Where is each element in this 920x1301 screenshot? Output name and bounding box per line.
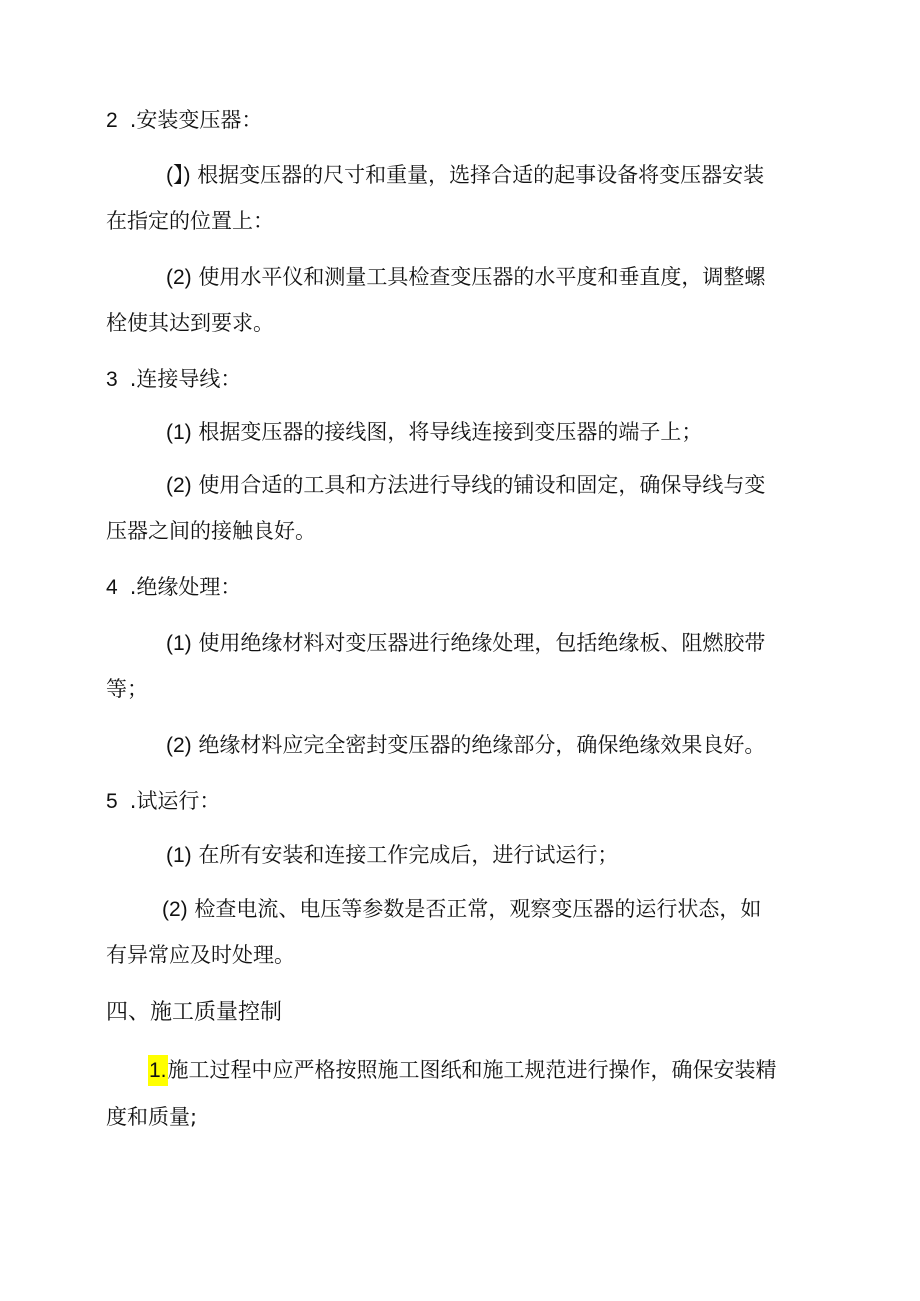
substep-number: (2)	[166, 474, 192, 497]
substep-continuation: 栓使其达到要求。	[106, 311, 274, 335]
substep-line	[166, 840, 618, 871]
step-heading	[106, 572, 241, 603]
substep-text: 使用绝缘材料对变压器进行绝缘处理，包括绝缘板、阻燃胶带	[198, 631, 766, 655]
substep-text: 根据变压器的接线图，将导线连接到变压器的端子上；	[198, 420, 703, 444]
substep-line	[166, 628, 765, 659]
step-number: 5	[106, 790, 118, 813]
step-title: .试运行：	[129, 789, 221, 813]
step-heading	[106, 364, 241, 395]
substep-line	[162, 894, 761, 925]
quality-item-continuation: 度和质量;	[106, 1105, 198, 1129]
substep-text: 根据变压器的尺寸和重量，选择合适的起事设备将变压器安装	[197, 163, 765, 187]
step-heading	[106, 786, 220, 817]
substep-continuation: 有异常应及时处理。	[106, 943, 295, 967]
substep-line	[166, 470, 765, 501]
substep-text: 在所有安装和连接工作完成后，进行试运行；	[198, 843, 619, 867]
substep-number: (】)	[166, 164, 191, 187]
substep-number: (1)	[166, 844, 192, 867]
step-title: .绝缘处理：	[129, 575, 242, 599]
substep-number: (2)	[166, 266, 192, 289]
step-title: .安装变压器：	[129, 108, 263, 132]
substep-text: 使用水平仪和测量工具检查变压器的水平度和垂直度，调整螺	[198, 265, 766, 289]
substep-text: 绝缘材料应完全密封变压器的绝缘部分，确保绝缘效果良好。	[198, 733, 766, 757]
substep-line	[166, 417, 702, 448]
step-number: 3	[106, 368, 118, 391]
step-title: .连接导线：	[129, 367, 242, 391]
substep-line	[166, 262, 765, 293]
substep-number: (1)	[166, 421, 192, 444]
substep-number: (2)	[162, 898, 188, 921]
step-number: 4	[106, 576, 118, 599]
substep-continuation: 在指定的位置上：	[106, 209, 274, 233]
section-heading: 四、施工质量控制	[106, 1000, 283, 1025]
quality-item-line	[148, 1055, 777, 1086]
substep-number: (2)	[166, 734, 192, 757]
step-heading	[106, 105, 262, 136]
substep-number: (1)	[166, 632, 192, 655]
substep-text: 使用合适的工具和方法进行导线的铺设和固定，确保导线与变	[198, 473, 766, 497]
substep-continuation: 压器之间的接触良好。	[106, 519, 316, 543]
substep-continuation: 等；	[106, 677, 148, 701]
step-number: 2	[106, 109, 118, 132]
substep-line	[166, 160, 764, 191]
substep-line	[166, 730, 765, 761]
substep-text: 检查电流、电压等参数是否正常，观察变压器的运行状态，如	[194, 897, 762, 921]
highlighted-item-number: 1.	[148, 1055, 168, 1086]
quality-item-text: 施工过程中应严格按照施工图纸和施工规范进行操作，确保安装精	[167, 1058, 777, 1082]
